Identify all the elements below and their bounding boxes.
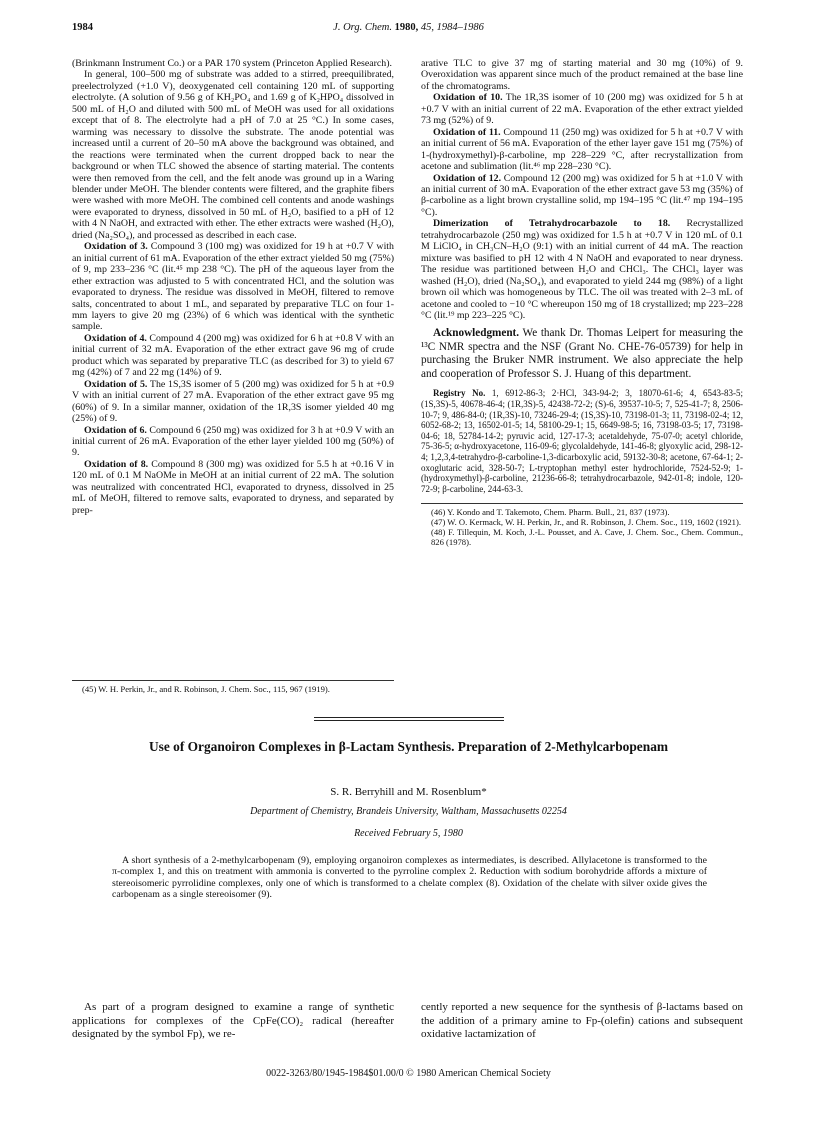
- article-separator: [314, 717, 504, 718]
- run-in-heading: Oxidation of 10.: [433, 92, 503, 104]
- paragraph-text: Compound 8 (300 mg) was oxidized for 5.5 h at +0.16 V in 120 mL of 0.1 M NaOMe in MeOH at an initial current of 22 mA. The solution was neutralized with concentrated HCl, evaporated to dryness, dissolved in 25 mL of MeOH, filtered to remove salts, evaporated to dryness, and separated by prep-: [72, 458, 394, 516]
- registry-heading: Registry No.: [433, 388, 486, 399]
- paragraph-text: The 1R,3S isomer of 10 (200 mg) was oxidized for 5 h at +0.7 V with an initial current of 22 mA. Evaporation of the ether extract yielded 73 mg (52%) of 9.: [421, 92, 743, 127]
- abstract-text: A short synthesis of a 2-methylcarbopenam (9), employing organoiron complexes as intermediates, is described. Allylacetone is transformed to the π-complex 1, and this on treatment with ammonia is converted to the pyrroline complex 2. Reduction with sodium borohydride affords a mixture of stereoisomeric pyrrolidine complexes, only one of which is transformed to a chelate complex (8). Oxidation of the chelate with silver oxide gives the carbopenam as a single stereoisomer (9).: [112, 855, 707, 901]
- paragraph: (Brinkmann Instrument Co.) or a PAR 170 system (Princeton Applied Research).: [72, 58, 392, 69]
- paragraph: [72, 459, 394, 516]
- paragraph: In general, 100–500 mg of substrate was added to a stirred, preequilibrated, preelectrolyzed (+1.0 V), deoxygenated cell containing 120 mL of supporting electrolyte. (A solution of 9.56 g of KH₂PO₄ and 1.69 g of K₂HPO₄ dissolved in 500 mL of H₂O and diluted with 500 mL of MeOH was used for all oxidations except that of 8. The electrolyte had a pH of 7.0 at 25 °C.) In some cases, warming was necessary to dissolve the substrate. The anode potential was increased until a current of 20–50 mA above the background was obtained, and the reactions were terminated when the current dropped back to near the background or when TLC showed the absence of starting material. The contents were then removed from the cell, and the felt anode was ground up in a Waring blender under MeOH. The blender contents were filtered, and the graphite fibers were washed with more MeOH. The combined cell contents and anode washings were evaporated to dryness, dissolved in 50 mL of H₂O, basified to a pH of 12 with 4 N NaOH, and extracted with ether. The ether extracts were washed (H₂O), dried (Na₂SO₄), and processed as described in each case.: [72, 69, 394, 241]
- paragraph: arative TLC to give 37 mg of starting material and 30 mg (10%) of 9. Overoxidation was apparent since much of the product remained at the base line of the chromatograms.: [421, 58, 743, 92]
- journal-pages: 1984–1986: [436, 22, 484, 33]
- journal-citation: [72, 22, 745, 33]
- run-in-heading: Oxidation of 8.: [84, 458, 149, 470]
- journal-name: J. Org. Chem.: [333, 22, 392, 33]
- running-header: [72, 22, 745, 38]
- left-column: [72, 58, 394, 516]
- run-in-heading: Oxidation of 6.: [84, 424, 147, 436]
- paragraph: [421, 173, 743, 219]
- article-body-left: [72, 1001, 394, 1042]
- paragraph-text: Recrystallized tetrahydrocarbazole (250 mg) was oxidized for 1.5 h at +0.7 V in 120 mL of 0.1 M LiClO₄ in CH₃CN–H₂O (9:1) with an initial current of 44 mA. The reaction mixture was basified to pH 12 with 4 N NaOH and evaporated to near dryness. The residue was partitioned between H₂O and CHCl₃. The CHCl₃ layer was washed (H₂O), dried (Na₂SO₄), and evaporated to yield 244 mg (98%) of a light brown oil which was homogeneous by TLC. The oil was treated with 2–3 mL of acetone and cooled to −10 °C whereupon 150 mg of 18 crystallized; mp 223–228 °C (lit.¹⁹ mp 223–225 °C).: [421, 218, 744, 321]
- run-in-heading: Oxidation of 12.: [433, 172, 502, 184]
- footnote-rule: [72, 680, 394, 681]
- paragraph: [421, 218, 743, 321]
- paragraph: [72, 425, 394, 459]
- acknowledgment-text: We thank Dr. Thomas Leipert for measuring the ¹³C NMR spectra and the NSF (Grant No. CHE-76-05739) for help in purchasing the Bruker NMR instrument. We also appreciate the help and cooperation of Professor S. J. Huang of this department.: [421, 327, 743, 380]
- paragraph-text: Compound 3 (100 mg) was oxidized for 19 h at +0.7 V with an initial current of 61 mA. Evaporation of the ether extract yielded 50 mg (75%) of 9, mp 233–236 °C (lit.⁴⁵ mp 238 °C). The pH of the aqueous layer from the ether extraction was adjusted to 5 with concentrated HCl, and the solution was evaporated to dryness. The residue was dissolved in MeOH, filtered to remove salts, concentrated to about 1 mL, and separated by preparative TLC on four 1-mm layers to give 20 mg (23%) of 6 which was identical with the synthetic sample.: [72, 241, 394, 333]
- footnote-rule: [421, 503, 743, 504]
- acknowledgment: [421, 327, 743, 381]
- footnote-45: (45) W. H. Perkin, Jr., and R. Robinson, J. Chem. Soc., 115, 967 (1919).: [82, 684, 330, 694]
- received-date: Received February 5, 1980: [354, 828, 463, 839]
- page-number: 1984: [72, 22, 93, 33]
- right-column: [421, 58, 743, 547]
- paragraph: [421, 127, 743, 173]
- run-in-heading: Oxidation of 11.: [433, 126, 501, 138]
- article-body-right: [421, 1001, 743, 1042]
- registry-numbers: [421, 388, 743, 494]
- journal-volume: 45,: [420, 22, 434, 33]
- footnote-46: (46) Y. Kondo and T. Takemoto, Chem. Pharm. Bull., 21, 837 (1973).: [431, 507, 670, 518]
- footnote-47: (47) W. O. Kermack, W. H. Perkin, Jr., and R. Robinson, J. Chem. Soc., 119, 1602 (1921).: [431, 517, 741, 528]
- paragraph: [72, 333, 394, 379]
- paragraph-text: Compound 6 (250 mg) was oxidized for 3 h at +0.9 V with an initial current of 26 mA. Evaporation of the ether layer yielded 100 mg (50%) of 9.: [72, 424, 395, 459]
- paragraph: [72, 379, 394, 425]
- paragraph: As part of a program designed to examine a range of synthetic applications for complexes of the CpFe(CO)₂ radical (hereafter designated by the symbol Fp), we re-: [72, 1001, 394, 1041]
- run-in-heading: Oxidation of 3.: [84, 241, 148, 253]
- paragraph-text: The 1S,3S isomer of 5 (200 mg) was oxidized for 5 h at +0.9 V with an initial current of 27 mA. Evaporation of the ether extract gave 95 mg (60%) of 9. In a similar manner, oxidation of the 1R,3S isomer yielded 40 mg (25%) of 9.: [72, 378, 394, 425]
- paragraph-text: Compound 12 (200 mg) was oxidized for 5 h at +1.0 V with an initial current of 30 mA. Evaporation of the ether extract gave 53 mg (35%) of β-carboline as a light brown crystalline solid, mp 194–195 °C (lit.⁴⁷ mp 194–195 °C).: [421, 172, 743, 218]
- author-affiliation: Department of Chemistry, Brandeis University, Waltham, Massachusetts 02254: [250, 806, 567, 817]
- paragraph: cently reported a new sequence for the synthesis of β-lactams based on the addition of a primary amine to Fp-(olefin) cations and subsequent oxidative lactamization of: [421, 1001, 743, 1041]
- journal-year: 1980,: [394, 22, 419, 33]
- copyright-footer: 0022-3263/80/1945-1984$01.00/0 © 1980 American Chemical Society: [266, 1068, 551, 1079]
- footnote-48: (48) F. Tillequin, M. Koch, J.-L. Pousset, and A. Cave, J. Chem. Soc., Chem. Commun., 826 (1978).: [431, 527, 743, 548]
- paragraph-text: Compound 11 (250 mg) was oxidized for 5 h at +0.7 V with an initial current of 56 mA. Evaporation of the ether layer gave 151 mg (75%) of 1-(hydroxymethyl)-β-carboline, mp 228–229 °C, after recrystallization from acetone and sublimation (lit.⁴⁶ mp 228–230 °C).: [421, 126, 744, 173]
- acknowledgment-heading: Acknowledgment.: [433, 327, 520, 340]
- article-title: Use of Organoiron Complexes in β-Lactam Synthesis. Preparation of 2-Methylcarbopenam: [148, 739, 669, 754]
- run-in-heading: Dimerization of Tetrahydrocarbazole to 18.: [433, 218, 671, 230]
- article-separator: [314, 720, 504, 721]
- abstract: [112, 855, 707, 901]
- paragraph: [72, 241, 394, 333]
- registry-text: 1, 6912-86-3; 2·HCl, 343-94-2; 3, 18070-61-6; 4, 6543-83-5; (1S,3S)-5, 40678-46-4; (1R,3S)-5, 42438-72-2; (S)-6, 39537-10-5; 7, 525-41-7; 8, 2506-10-7; 9, 486-84-0; (1R,3S)-10, 73246-29-4; (1S,3S)-10, 73198-01-3; 11, 73198-02-4; 12, 6052-68-2; 13, 16502-01-5; 14, 58100-29-1; 15, 6649-98-5; 16, 73198-03-5; 17, 73198-04-6; 18, 52784-14-2; pyruvic acid, 127-17-3; acetaldehyde, 75-07-0; acetyl chloride, 75-36-5; α-hydroxyacetone, 116-09-6; glycolaldehyde, 141-46-8; glyoxylic acid, 298-12-4; 1,2,3,4-tetrahydro-β-carboline-1,3-dicarboxylic acid, 59132-30-8; acetone, 67-64-1; 2-oxoglutaric acid, 328-50-7; L-tryptophan methyl ester hydrochloride, 7524-52-9; 1-(hydroxymethyl)-β-carboline, 21236-66-8; tetrahydrocarbazole, 942-01-8; indole, 120-72-9; β-carboline, 244-63-3.: [421, 388, 743, 494]
- run-in-heading: Oxidation of 4.: [84, 332, 147, 344]
- article-authors: S. R. Berryhill and M. Rosenblum*: [330, 786, 487, 798]
- paragraph: [421, 92, 743, 126]
- run-in-heading: Oxidation of 5.: [84, 378, 148, 390]
- paragraph-text: Compound 4 (200 mg) was oxidized for 6 h at +0.8 V with an initial current of 32 mA. Evaporation of the ether extract gave 96 mg of crude product which was separated by preparative TLC (as described for 3) to yield 67 mg (42%) of 7 and 22 mg (14%) of 9.: [72, 332, 395, 379]
- left-footnotes: [72, 674, 394, 694]
